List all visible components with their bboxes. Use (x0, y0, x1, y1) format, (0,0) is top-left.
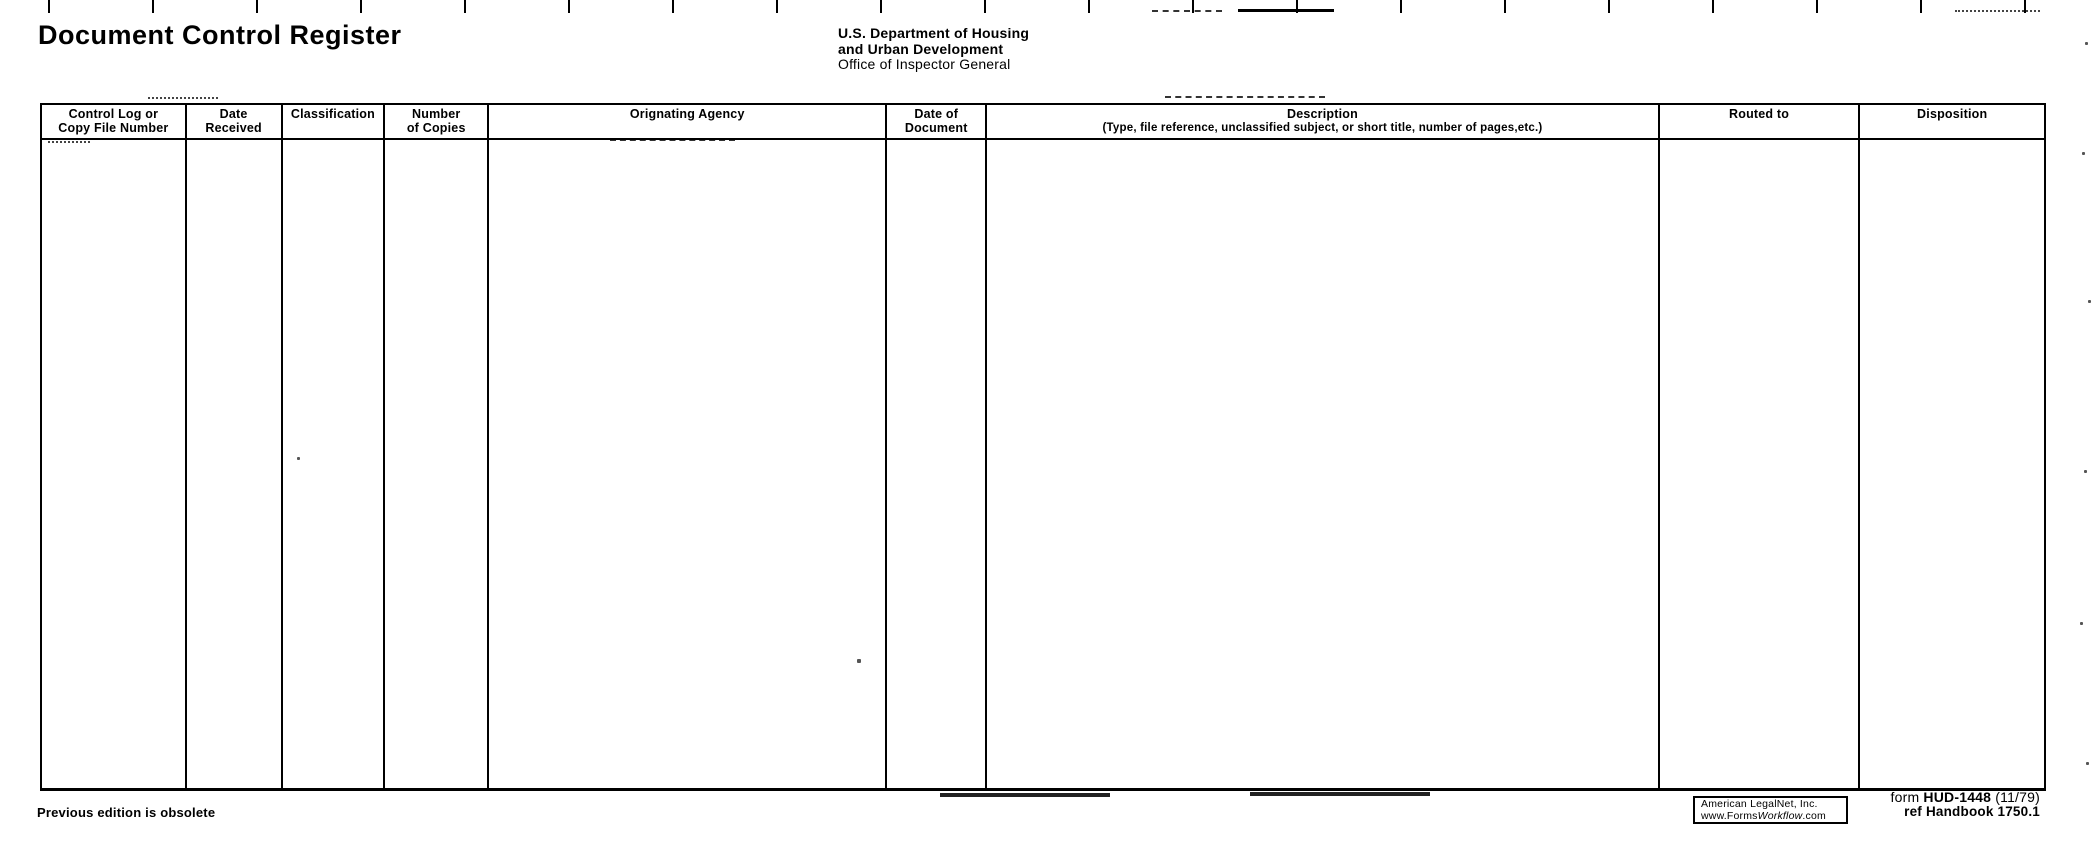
table-body-row (42, 140, 2044, 788)
scan-artifact (1238, 9, 1334, 12)
body-cell-date-received (187, 140, 283, 788)
previous-edition-note: Previous edition is obsolete (37, 805, 216, 820)
column-header-number-of-copies: Number of Copies (385, 105, 489, 138)
vendor-url: www.FormsWorkflow.com (1701, 809, 1826, 822)
scan-tick-marks (48, 0, 2043, 13)
scan-speck (2084, 470, 2087, 473)
column-header-originating-agency: Orignating Agency (489, 105, 887, 138)
body-cell-description (987, 140, 1660, 788)
table-header-row (42, 105, 2044, 140)
column-header-classification: Classification (283, 105, 386, 138)
vendor-name: American LegalNet, Inc. (1701, 798, 1818, 810)
scan-speck (2080, 622, 2083, 625)
scan-artifact (1250, 792, 1430, 796)
column-header-routed-to: Routed to (1660, 105, 1861, 138)
scan-artifact (1152, 10, 1222, 12)
agency-line-2: and Urban Development (838, 40, 1004, 57)
form-number-line: form HUD-1448 (11/79) (1890, 789, 2040, 805)
column-header-control-log: Control Log or Copy File Number (42, 105, 187, 138)
agency-line-1: U.S. Department of Housing (838, 25, 1030, 41)
column-header-disposition: Disposition (1917, 107, 1988, 121)
handbook-reference: ref Handbook 1750.1 (1904, 803, 2040, 819)
body-cell-routed-to (1660, 140, 1861, 788)
agency-heading (838, 26, 1029, 73)
scan-speck (2086, 762, 2089, 765)
page-title: Document Control Register (38, 20, 402, 50)
column-header-date-received: Date Received (187, 105, 283, 138)
body-cell-originating-agency (489, 140, 887, 788)
form-identifier (1840, 791, 2040, 818)
body-cell-number-of-copies (385, 140, 489, 788)
body-cell-date-of-document (887, 140, 987, 788)
scan-speck (2082, 152, 2085, 155)
body-cell-disposition (1860, 140, 2044, 788)
scan-speck (2085, 42, 2088, 45)
scan-artifact (940, 793, 1110, 797)
scan-artifact (1955, 10, 2040, 12)
agency-line-3: Office of Inspector General (838, 56, 1011, 72)
scan-speck (2088, 300, 2091, 303)
column-header-description: Description (Type, file reference, unclassified subject, or short title, number of pages,etc.) (987, 105, 1660, 138)
body-cell-control-log (42, 140, 187, 788)
column-header-date-of-document: Date of Document (887, 105, 987, 138)
vendor-stamp-box (1693, 796, 1848, 824)
scan-artifact (148, 97, 218, 99)
body-cell-classification (283, 140, 386, 788)
document-control-register-table (40, 103, 2046, 791)
scan-artifact (1165, 96, 1325, 98)
